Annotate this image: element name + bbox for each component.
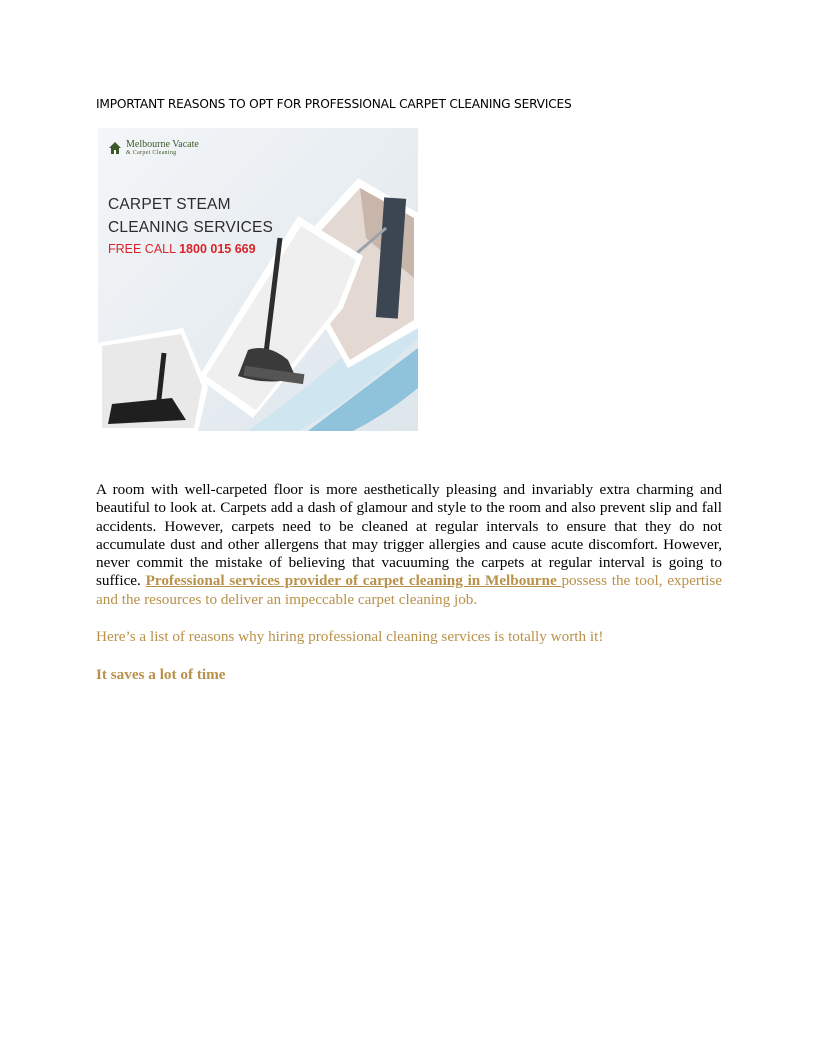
banner-artwork (98, 128, 418, 431)
logo-name: Melbourne Vacate (126, 139, 199, 150)
banner-headline-line-1: CARPET STEAM (108, 196, 231, 213)
cta-prefix: FREE CALL (108, 242, 180, 256)
reasons-list-intro: Here’s a list of reasons why hiring professional cleaning services is totally worth it! (96, 628, 604, 645)
document-title: IMPORTANT REASONS TO OPT FOR PROFESSIONAL CARPET CLEANING SERVICES (96, 97, 572, 111)
cta-phone-number: 1800 015 669 (179, 242, 256, 256)
intro-paragraph-text: A room with well-carpeted floor is more aesthetically pleasing and invariably extra charming and beautiful to look at. Carpets add a dash of glamour and style to the room and also prevent slip and fall accidents. However, carpets need to be cleaned at regular intervals to ensure that they do not accumulate dust and other allergens that may trigger allergies and cause acute discomfort. However, never commit the mistake of believing that vacuuming the carpets at regular interval is going to suffice. (96, 481, 722, 590)
banner-headline-line-2: CLEANING SERVICES (108, 219, 274, 236)
carpet-cleaning-banner-image (98, 128, 418, 431)
house-icon (108, 141, 122, 155)
melbourne-carpet-cleaning-link[interactable]: Professional services provider of carpet cleaning in Melbourne (145, 572, 562, 590)
logo-subtitle: & Carpet Cleaning (126, 150, 177, 156)
photo-tile-vacuum-head (98, 328, 208, 431)
section-heading-saves-time: It saves a lot of time (96, 666, 226, 683)
intro-paragraph (96, 481, 722, 609)
banner-call-to-action (108, 242, 256, 256)
company-logo (108, 140, 199, 156)
intro-paragraph-continuation: possess the tool, expertise and the resources to deliver an impeccable carpet cleaning job. (96, 572, 723, 608)
